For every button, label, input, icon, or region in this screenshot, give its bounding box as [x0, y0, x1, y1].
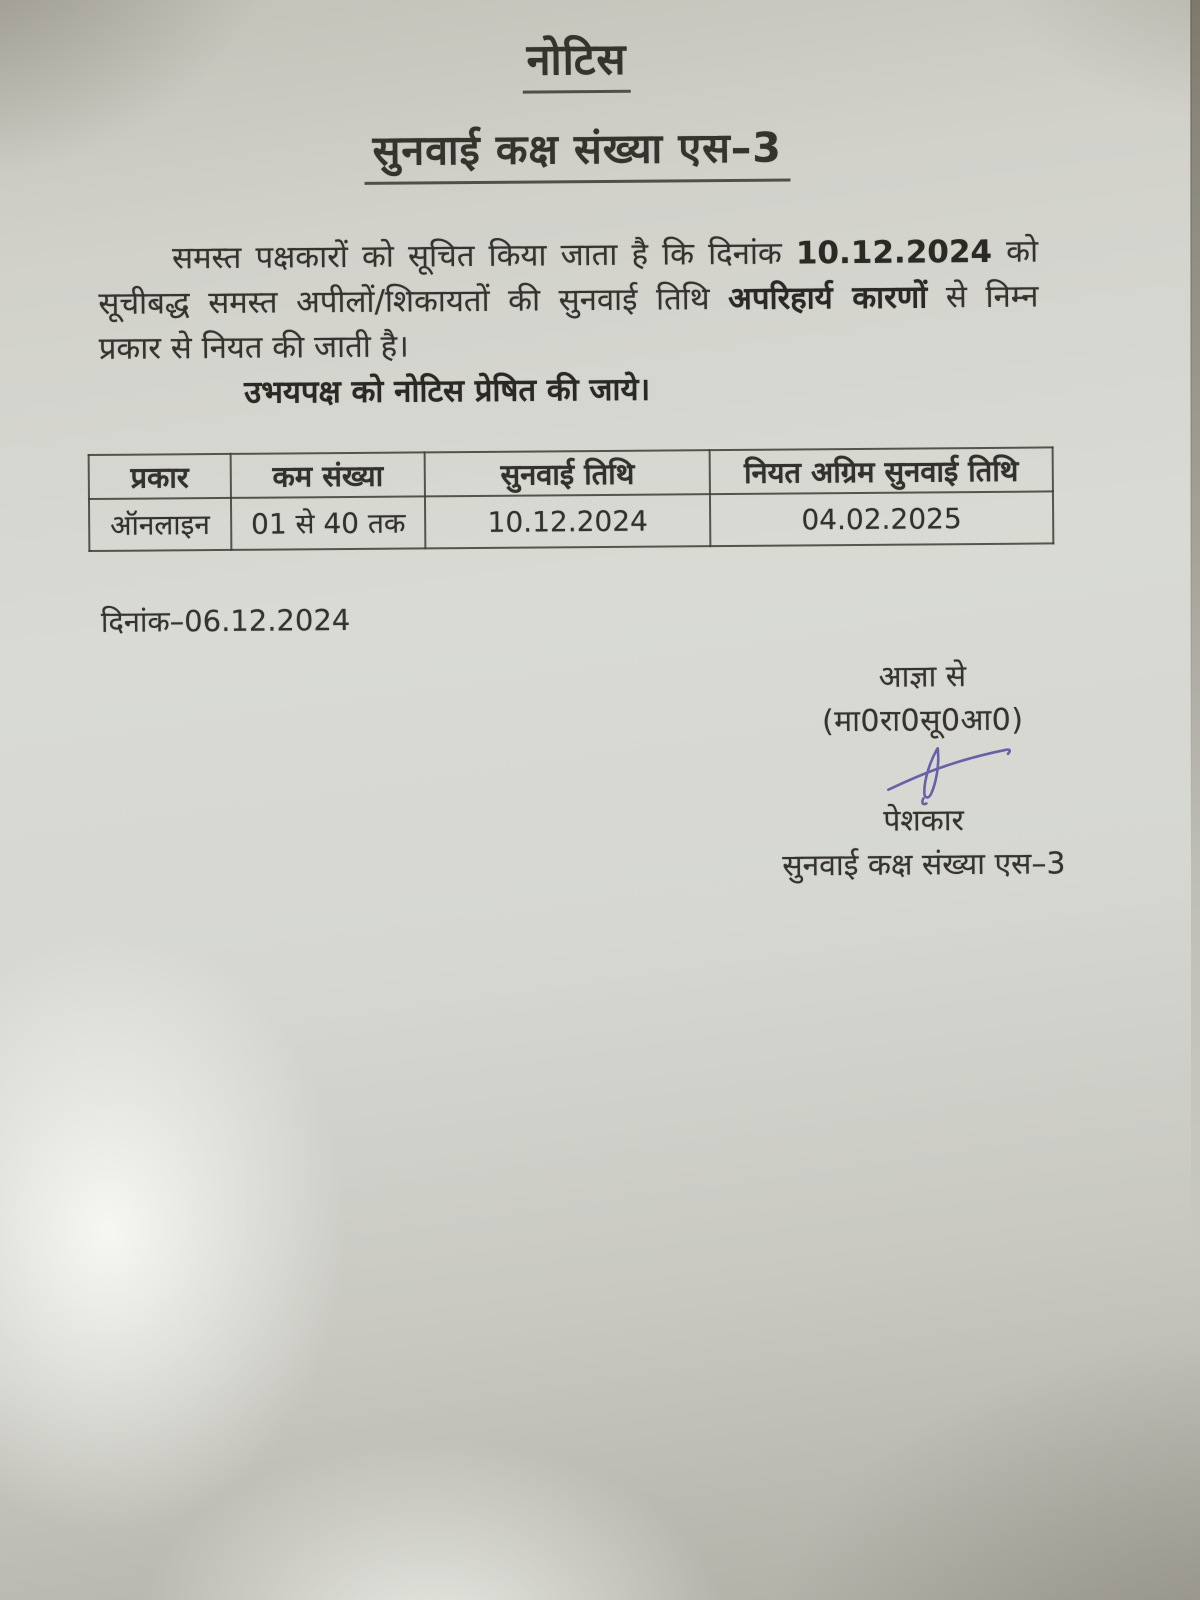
hearing-schedule-table [88, 446, 1055, 552]
notice-body-paragraph [98, 230, 1039, 417]
by-order-line: आज्ञा से [878, 659, 967, 695]
authority-line: (मा0रा0सू0आ0) [821, 702, 1024, 740]
body-line-4: उभयपक्ष को नोटिस प्रेषित की जाये। [244, 371, 651, 411]
notice-subtitle-row [0, 116, 1157, 188]
body-line-1-tail: को [1006, 233, 1039, 270]
table-header-row [89, 447, 1053, 499]
unavoidable-reasons-emphasis: अपरिहार्य कारणों [728, 279, 928, 317]
body-line-2-text: सूचीबद्ध समस्त अपीलों/शिकायतों की सुनवाई तिथि [98, 281, 710, 322]
signoff-block [739, 656, 1107, 887]
body-line-1 [98, 230, 1038, 282]
cell-type: ऑनलाइन [89, 498, 231, 551]
issue-date-line: दिनांक–06.12.2024 [100, 602, 351, 639]
notice-subtitle: सुनवाई कक्ष संख्या एस–3 [364, 118, 790, 184]
header-hearing-date: सुनवाई तिथि [425, 450, 710, 496]
header-next-hearing-date: नियत अग्रिम सुनवाई तिथि [709, 447, 1053, 494]
body-line-2-tail: से निम्न [945, 278, 1039, 316]
designation-line: पेशकार [883, 803, 964, 839]
body-line-3: प्रकार से नियत की जाती है। [98, 328, 409, 367]
cell-hearing-date: 10.12.2024 [425, 494, 710, 548]
header-case-range: कम संख्या [230, 452, 425, 498]
header-type: प्रकार [89, 454, 231, 499]
cell-case-range: 01 से 40 तक [231, 496, 426, 550]
signature-icon [874, 743, 1024, 806]
notice-title: नोटिस [522, 28, 630, 94]
body-line-2 [98, 275, 1038, 327]
paper-edge-shadow [1191, 0, 1200, 1600]
hearing-room-line: सुनवाई कक्ष संख्या एस–3 [782, 846, 1066, 884]
hearing-date-emphasis: 10.12.2024 [795, 233, 993, 272]
signature-area [792, 742, 1106, 806]
table-row [89, 491, 1053, 551]
cell-next-hearing-date: 04.02.2025 [710, 491, 1054, 546]
body-line-1-text: समस्त पक्षकारों को सूचित किया जाता है कि दिनांक [171, 235, 782, 277]
notice-title-row [0, 24, 1157, 98]
